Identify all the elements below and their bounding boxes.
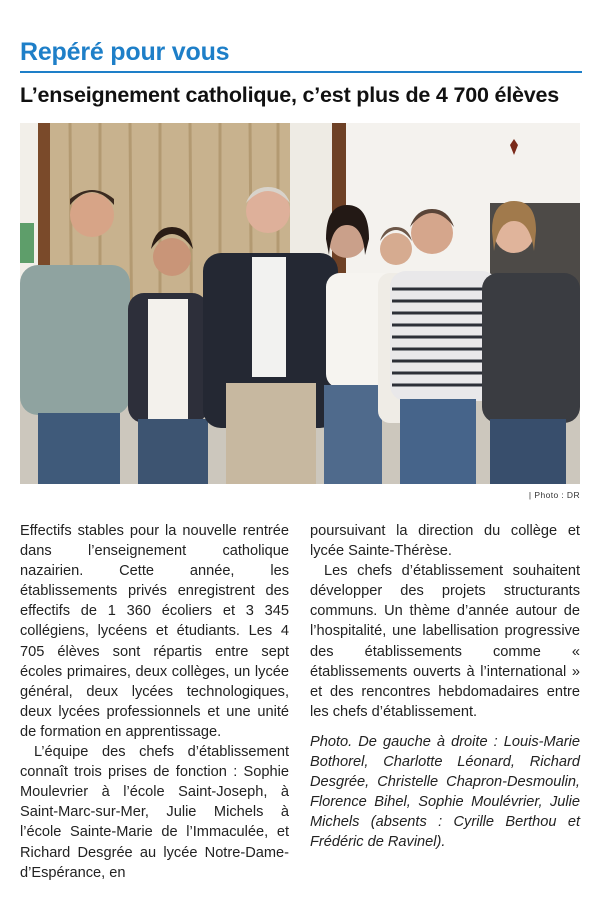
photo-credit: | Photo : DR xyxy=(528,490,580,500)
article-paragraph-3: Les chefs d’établissement souhaitent développer des projets structurants communs. Un thème d’année autour de l’hospitalité, une labellisation progressive des établissements comme « établissements ouverts à l’international » et des rencontres hebdomadaires entre les chefs d’établissement. xyxy=(310,563,580,720)
photo-caption: Photo. De gauche à droite : Louis-Marie Bothorel, Charlotte Léonard, Richard Desgrée, Christelle Chapron-Desmoulin, Florence Bihel, Sophie Moulévrier, Julie Michels (absents : Cyrille Berthou et Frédéric de Ravinel). xyxy=(310,733,580,851)
kicker-divider xyxy=(20,71,582,73)
article-column-left xyxy=(20,521,289,883)
article-paragraph-1: Effectifs stables pour la nouvelle rentrée dans l’enseignement catholique nazairien. Cette année, les établissements privés enregistrent des effectifs de 1 360 écoliers et 3 345 collégiens, lycéens et étudiants. Les 4 705 élèves sont répartis entre sept écoles primaires, deux collèges, un lycée général, deux lycées technologiques, deux lycées professionnels et une unité de formation en apprentissage. xyxy=(20,523,289,740)
photo-credit-text: Photo : DR xyxy=(534,490,580,500)
article-column-right xyxy=(310,521,580,853)
article-paragraph-2-continued: poursuivant la direction du collège et lycée Sainte-Thérèse. xyxy=(310,523,580,560)
group-photo xyxy=(20,123,580,484)
article-paragraph-2: L’équipe des chefs d’établissement connaît trois prises de fonction : Sophie Moulevrier à l’école Saint-Joseph, à Saint-Marc-sur-Mer, Julie Michels à l’école Sainte-Marie de l’Immaculée, et Richard Desgrée au lycée Notre-Dame-d’Espérance, en xyxy=(20,744,289,881)
section-kicker: Repéré pour vous xyxy=(20,38,230,66)
article-headline: L’enseignement catholique, c’est plus de 4 700 élèves xyxy=(20,83,560,107)
